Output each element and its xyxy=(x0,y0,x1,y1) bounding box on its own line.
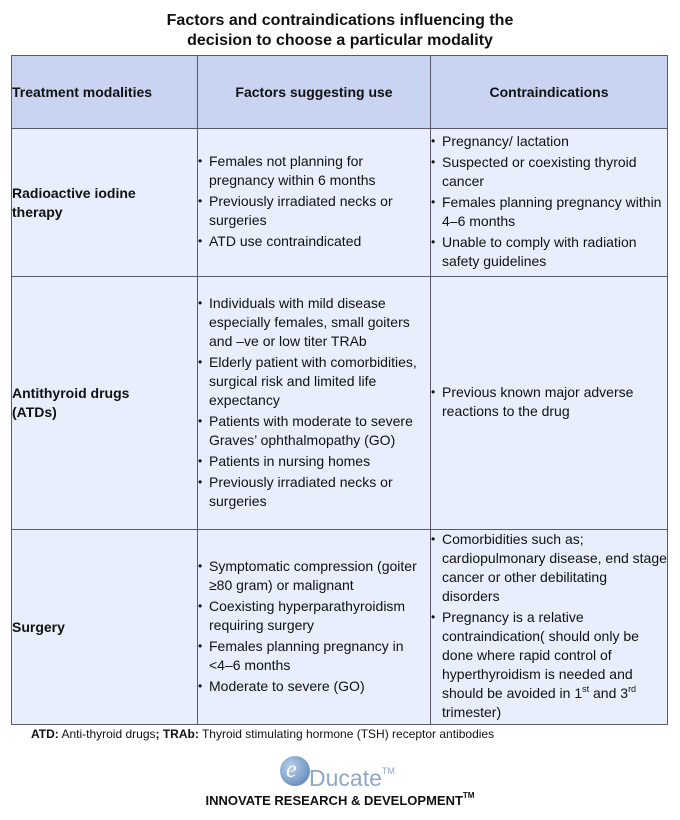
list-item: • Previously irradiated necks or surgeries xyxy=(198,473,430,511)
list-item: • Females planning pregnancy in <4–6 months xyxy=(198,637,430,675)
modality-line: Radioactive iodine xyxy=(12,184,136,201)
brand-tagline xyxy=(0,793,680,808)
list-item: • Suspected or coexisting thyroid cancer xyxy=(431,153,667,191)
list-item-text: Pregnancy is a relative contraindication( should only be done where rapid control of hyperthyroidism is needed and should be avoided in 1 xyxy=(442,609,639,701)
list-item: • Comorbidities such as; cardiopulmonary disease, end stage cancer or other debilitating disorders xyxy=(431,530,667,606)
footnote-text-atd: Anti-thyroid drugs xyxy=(58,727,156,741)
logo-mark: e xyxy=(286,757,297,783)
modality-table xyxy=(11,55,668,725)
list-item xyxy=(431,608,667,722)
educate-logo xyxy=(280,755,410,791)
factors-cell xyxy=(198,129,431,277)
ordinal-suffix: rd xyxy=(628,684,637,694)
list-item: • Females not planning for pregnancy within 6 months xyxy=(198,152,430,190)
contraindications-cell xyxy=(431,530,668,725)
table-row-surgery xyxy=(12,530,668,725)
footnote-separator: ; xyxy=(155,727,163,741)
factors-cell xyxy=(198,530,431,725)
list-item: • Pregnancy/ lactation xyxy=(431,132,667,151)
contraindications-list xyxy=(431,383,667,421)
logo-trademark: TM xyxy=(381,766,395,776)
table-row-radioactive-iodine xyxy=(12,129,668,277)
header-treatment-modalities: Treatment modalities xyxy=(12,56,198,129)
list-item: • Coexisting hyperparathyroidism requiring surgery xyxy=(198,597,430,635)
modality-line: Antithyroid drugs xyxy=(12,385,130,401)
factors-cell xyxy=(198,277,431,530)
contraindications-list xyxy=(431,530,667,722)
modality-cell xyxy=(12,530,198,725)
title-line-2: decision to choose a particular modality xyxy=(187,32,493,49)
modality-cell xyxy=(12,129,198,277)
brand-trademark: TM xyxy=(462,791,475,800)
modality-cell xyxy=(12,277,198,530)
modality-line: Surgery xyxy=(12,618,65,635)
page-title xyxy=(0,11,680,51)
list-item: • ATD use contraindicated xyxy=(198,232,430,251)
title-line-1: Factors and contraindications influencing the xyxy=(166,12,514,29)
table-row-antithyroid-drugs xyxy=(12,277,668,530)
factors-list xyxy=(198,294,430,511)
list-item: • Females planning pregnancy within 4–6 months xyxy=(431,193,667,231)
modality-line: (ATDs) xyxy=(12,404,57,420)
list-item-text: and 3 xyxy=(589,685,629,701)
brand-text: INNOVATE RESEARCH & DEVELOPMENT xyxy=(205,793,463,808)
list-item: • Patients in nursing homes xyxy=(198,452,430,471)
footnote xyxy=(31,727,494,741)
factors-list xyxy=(198,557,430,696)
list-item: • Individuals with mild disease especially females, small goiters and –ve or low titer TRAb xyxy=(198,294,430,351)
list-item: • Previous known major adverse reactions to the drug xyxy=(431,383,667,421)
header-factors: Factors suggesting use xyxy=(198,56,431,129)
footnote-abbr-trab: TRAb: xyxy=(162,727,199,741)
footnote-text-trab: Thyroid stimulating hormone (TSH) receptor antibodies xyxy=(198,727,495,741)
modality-line: therapy xyxy=(12,203,63,220)
contraindications-cell xyxy=(431,277,668,530)
ordinal-suffix: st xyxy=(582,684,590,694)
list-item: • Elderly patient with comorbidities, surgical risk and limited life expectancy xyxy=(198,353,430,410)
contraindications-list xyxy=(431,132,667,271)
logo-wordmark-text: Ducate xyxy=(309,765,382,791)
list-item: • Unable to comply with radiation safety guidelines xyxy=(431,233,667,271)
footnote-abbr-atd: ATD: xyxy=(31,727,59,741)
list-item: • Previously irradiated necks or surgeries xyxy=(198,192,430,230)
list-item: • Moderate to severe (GO) xyxy=(198,677,430,696)
contraindications-cell xyxy=(431,129,668,277)
logo-wordmark xyxy=(309,759,395,790)
list-item: • Symptomatic compression (goiter ≥80 gram) or malignant xyxy=(198,557,430,595)
list-item-text: trimester) xyxy=(442,704,502,720)
factors-list xyxy=(198,152,430,251)
header-contraindications: Contraindications xyxy=(431,56,668,129)
header-row xyxy=(12,56,668,129)
list-item: • Patients with moderate to severe Graves’ ophthalmopathy (GO) xyxy=(198,412,430,450)
